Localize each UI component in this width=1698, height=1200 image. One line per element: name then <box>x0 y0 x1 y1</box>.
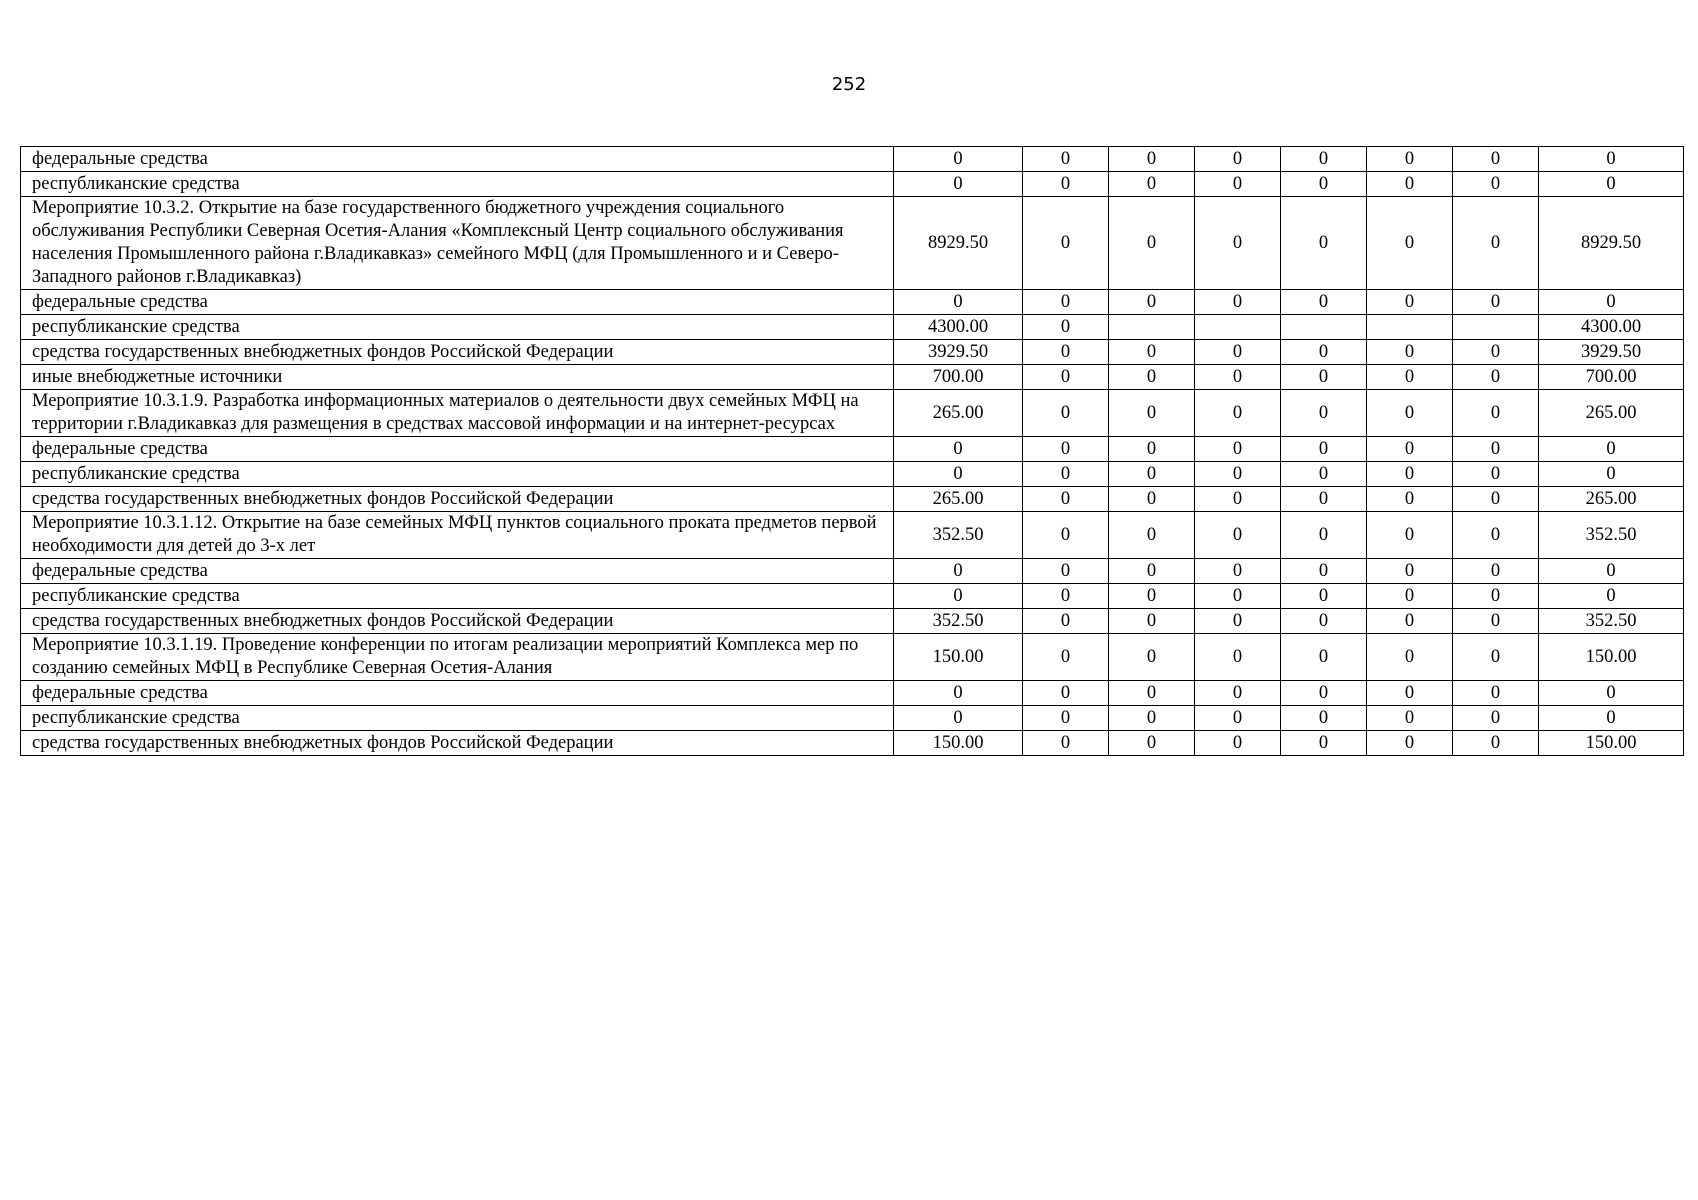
value-cell: 0 <box>1367 487 1453 512</box>
value-cell: 265.00 <box>894 487 1023 512</box>
row-label-cell: иные внебюджетные источники <box>21 365 894 390</box>
value-cell: 0 <box>1195 340 1281 365</box>
value-cell: 352.50 <box>894 512 1023 559</box>
value-cell: 0 <box>1023 731 1109 756</box>
value-cell: 0 <box>1281 172 1367 197</box>
value-cell: 0 <box>1281 365 1367 390</box>
value-cell: 0 <box>1023 584 1109 609</box>
value-cell: 0 <box>1281 706 1367 731</box>
row-label-cell: федеральные средства <box>21 290 894 315</box>
row-label-cell: республиканские средства <box>21 315 894 340</box>
value-cell: 3929.50 <box>894 340 1023 365</box>
table-row <box>21 512 1684 559</box>
total-value-cell: 0 <box>1539 147 1684 172</box>
value-cell: 0 <box>1367 365 1453 390</box>
value-cell: 0 <box>1195 390 1281 437</box>
total-value-cell: 0 <box>1539 681 1684 706</box>
total-value-cell: 3929.50 <box>1539 340 1684 365</box>
value-cell: 0 <box>1023 197 1109 290</box>
row-label-cell: федеральные средства <box>21 437 894 462</box>
row-label-cell: средства государственных внебюджетных фондов Российской Федерации <box>21 731 894 756</box>
row-label-cell: Мероприятие 10.3.1.12. Открытие на базе семейных МФЦ пунктов социального проката предметов первой необходимости для детей до 3-х лет <box>21 512 894 559</box>
value-cell: 0 <box>1109 437 1195 462</box>
row-label-cell: федеральные средства <box>21 559 894 584</box>
value-cell: 0 <box>894 147 1023 172</box>
value-cell: 0 <box>1281 512 1367 559</box>
value-cell: 0 <box>1281 634 1367 681</box>
value-cell: 0 <box>1023 147 1109 172</box>
total-value-cell: 0 <box>1539 290 1684 315</box>
value-cell: 0 <box>1109 609 1195 634</box>
value-cell: 0 <box>1367 172 1453 197</box>
table-row <box>21 731 1684 756</box>
value-cell: 0 <box>1453 512 1539 559</box>
value-cell: 0 <box>1281 731 1367 756</box>
row-label-cell: республиканские средства <box>21 462 894 487</box>
value-cell: 0 <box>1195 437 1281 462</box>
value-cell: 0 <box>1453 290 1539 315</box>
total-value-cell: 352.50 <box>1539 512 1684 559</box>
value-cell: 0 <box>1195 197 1281 290</box>
value-cell: 0 <box>1109 365 1195 390</box>
value-cell: 0 <box>1109 584 1195 609</box>
value-cell: 0 <box>1195 512 1281 559</box>
value-cell: 0 <box>1281 487 1367 512</box>
value-cell: 0 <box>1195 147 1281 172</box>
value-cell: 0 <box>1367 197 1453 290</box>
value-cell: 0 <box>1195 462 1281 487</box>
table-row <box>21 365 1684 390</box>
table-row <box>21 634 1684 681</box>
table-row <box>21 462 1684 487</box>
value-cell: 0 <box>1281 462 1367 487</box>
value-cell: 4300.00 <box>894 315 1023 340</box>
value-cell: 352.50 <box>894 609 1023 634</box>
value-cell: 0 <box>1453 147 1539 172</box>
value-cell: 0 <box>1023 681 1109 706</box>
value-cell: 0 <box>1367 681 1453 706</box>
value-cell: 0 <box>1023 462 1109 487</box>
table-row <box>21 197 1684 290</box>
value-cell: 0 <box>1109 390 1195 437</box>
budget-table <box>20 146 1684 756</box>
row-label-cell: республиканские средства <box>21 584 894 609</box>
total-value-cell: 0 <box>1539 706 1684 731</box>
value-cell: 0 <box>1453 681 1539 706</box>
value-cell: 0 <box>1195 681 1281 706</box>
row-label-cell: средства государственных внебюджетных фондов Российской Федерации <box>21 340 894 365</box>
total-value-cell: 265.00 <box>1539 487 1684 512</box>
row-label-cell: республиканские средства <box>21 706 894 731</box>
value-cell: 0 <box>1367 634 1453 681</box>
value-cell: 0 <box>1195 706 1281 731</box>
value-cell: 8929.50 <box>894 197 1023 290</box>
value-cell: 0 <box>1023 559 1109 584</box>
row-label-cell: республиканские средства <box>21 172 894 197</box>
value-cell: 0 <box>1023 340 1109 365</box>
value-cell: 0 <box>1453 559 1539 584</box>
value-cell: 0 <box>1453 197 1539 290</box>
total-value-cell: 352.50 <box>1539 609 1684 634</box>
total-value-cell: 700.00 <box>1539 365 1684 390</box>
value-cell: 0 <box>894 462 1023 487</box>
table-row <box>21 290 1684 315</box>
value-cell: 0 <box>1023 437 1109 462</box>
value-cell <box>1281 315 1367 340</box>
value-cell: 0 <box>1281 559 1367 584</box>
value-cell: 0 <box>894 706 1023 731</box>
value-cell: 0 <box>1109 197 1195 290</box>
row-label-cell: Мероприятие 10.3.1.9. Разработка информационных материалов о деятельности двух семейных МФЦ на территории г.Владикавказ для размещения в средствах массовой информации и на интернет-ресурсах <box>21 390 894 437</box>
value-cell: 0 <box>1109 512 1195 559</box>
value-cell: 0 <box>1367 390 1453 437</box>
value-cell: 150.00 <box>894 634 1023 681</box>
value-cell: 0 <box>1195 172 1281 197</box>
value-cell: 0 <box>1281 681 1367 706</box>
value-cell: 0 <box>1367 340 1453 365</box>
value-cell <box>1367 315 1453 340</box>
table-row <box>21 172 1684 197</box>
value-cell: 0 <box>1195 584 1281 609</box>
value-cell: 150.00 <box>894 731 1023 756</box>
value-cell: 0 <box>1195 731 1281 756</box>
total-value-cell: 0 <box>1539 172 1684 197</box>
value-cell: 0 <box>1281 290 1367 315</box>
row-label-cell: средства государственных внебюджетных фондов Российской Федерации <box>21 487 894 512</box>
total-value-cell: 0 <box>1539 462 1684 487</box>
value-cell: 0 <box>1367 512 1453 559</box>
value-cell: 0 <box>1109 681 1195 706</box>
table-row <box>21 487 1684 512</box>
value-cell: 0 <box>894 172 1023 197</box>
value-cell: 0 <box>1023 365 1109 390</box>
value-cell: 0 <box>1453 487 1539 512</box>
value-cell: 0 <box>1195 365 1281 390</box>
value-cell: 0 <box>1453 390 1539 437</box>
value-cell: 0 <box>1023 315 1109 340</box>
value-cell: 0 <box>894 290 1023 315</box>
value-cell: 0 <box>1367 437 1453 462</box>
value-cell: 0 <box>1109 706 1195 731</box>
value-cell: 0 <box>1109 290 1195 315</box>
total-value-cell: 8929.50 <box>1539 197 1684 290</box>
budget-table-body <box>21 147 1684 756</box>
value-cell: 0 <box>1367 731 1453 756</box>
total-value-cell: 0 <box>1539 584 1684 609</box>
value-cell: 0 <box>1195 559 1281 584</box>
row-label-cell: Мероприятие 10.3.2. Открытие на базе государственного бюджетного учреждения социального обслуживания Республики Северная Осетия-Алания «Комплексный Центр социального обслуживания населения Промышленного района г.Владикавказ» семейного МФЦ (для Промышленного и и Северо-Западного районов г.Владикавказ) <box>21 197 894 290</box>
value-cell: 0 <box>1109 731 1195 756</box>
value-cell: 265.00 <box>894 390 1023 437</box>
value-cell: 0 <box>1023 634 1109 681</box>
table-row <box>21 437 1684 462</box>
table-row <box>21 340 1684 365</box>
value-cell: 0 <box>1109 487 1195 512</box>
value-cell: 0 <box>1109 462 1195 487</box>
row-label-cell: федеральные средства <box>21 147 894 172</box>
table-row <box>21 315 1684 340</box>
value-cell: 0 <box>1453 731 1539 756</box>
value-cell: 0 <box>1453 609 1539 634</box>
value-cell: 0 <box>1281 197 1367 290</box>
value-cell: 0 <box>1453 340 1539 365</box>
row-label-cell: средства государственных внебюджетных фондов Российской Федерации <box>21 609 894 634</box>
total-value-cell: 150.00 <box>1539 731 1684 756</box>
value-cell: 0 <box>1281 584 1367 609</box>
value-cell: 0 <box>894 437 1023 462</box>
table-row <box>21 584 1684 609</box>
value-cell: 0 <box>1453 634 1539 681</box>
total-value-cell: 4300.00 <box>1539 315 1684 340</box>
value-cell: 0 <box>1281 609 1367 634</box>
value-cell: 0 <box>1023 290 1109 315</box>
table-row <box>21 147 1684 172</box>
value-cell: 0 <box>1367 706 1453 731</box>
value-cell: 0 <box>1453 437 1539 462</box>
value-cell: 0 <box>1453 462 1539 487</box>
total-value-cell: 265.00 <box>1539 390 1684 437</box>
value-cell: 0 <box>1281 147 1367 172</box>
value-cell: 0 <box>1109 340 1195 365</box>
value-cell: 0 <box>1195 290 1281 315</box>
value-cell: 0 <box>1453 706 1539 731</box>
value-cell: 0 <box>1367 290 1453 315</box>
value-cell: 0 <box>1023 706 1109 731</box>
page-number: 252 <box>831 74 867 95</box>
value-cell: 0 <box>1109 172 1195 197</box>
value-cell: 0 <box>1195 487 1281 512</box>
value-cell: 700.00 <box>894 365 1023 390</box>
value-cell: 0 <box>1367 462 1453 487</box>
table-row <box>21 681 1684 706</box>
value-cell <box>1195 315 1281 340</box>
value-cell: 0 <box>1281 437 1367 462</box>
table-row <box>21 609 1684 634</box>
value-cell: 0 <box>1453 172 1539 197</box>
value-cell: 0 <box>1195 634 1281 681</box>
table-row <box>21 390 1684 437</box>
value-cell: 0 <box>1023 487 1109 512</box>
value-cell: 0 <box>1023 512 1109 559</box>
value-cell: 0 <box>1281 390 1367 437</box>
value-cell: 0 <box>894 584 1023 609</box>
value-cell: 0 <box>1109 634 1195 681</box>
value-cell: 0 <box>1367 559 1453 584</box>
value-cell: 0 <box>1023 390 1109 437</box>
value-cell: 0 <box>1367 147 1453 172</box>
value-cell: 0 <box>1023 609 1109 634</box>
value-cell: 0 <box>1281 340 1367 365</box>
value-cell: 0 <box>894 681 1023 706</box>
total-value-cell: 150.00 <box>1539 634 1684 681</box>
total-value-cell: 0 <box>1539 437 1684 462</box>
value-cell <box>1453 315 1539 340</box>
total-value-cell: 0 <box>1539 559 1684 584</box>
value-cell: 0 <box>1453 584 1539 609</box>
value-cell: 0 <box>1367 584 1453 609</box>
value-cell: 0 <box>1195 609 1281 634</box>
value-cell: 0 <box>1109 147 1195 172</box>
value-cell: 0 <box>1109 559 1195 584</box>
row-label-cell: федеральные средства <box>21 681 894 706</box>
value-cell: 0 <box>1453 365 1539 390</box>
table-row <box>21 559 1684 584</box>
table-row <box>21 706 1684 731</box>
value-cell: 0 <box>1023 172 1109 197</box>
value-cell: 0 <box>1367 609 1453 634</box>
row-label-cell: Мероприятие 10.3.1.19. Проведение конференции по итогам реализации мероприятий Комплекса мер по созданию семейных МФЦ в Республике Северная Осетия-Алания <box>21 634 894 681</box>
value-cell: 0 <box>894 559 1023 584</box>
value-cell <box>1109 315 1195 340</box>
